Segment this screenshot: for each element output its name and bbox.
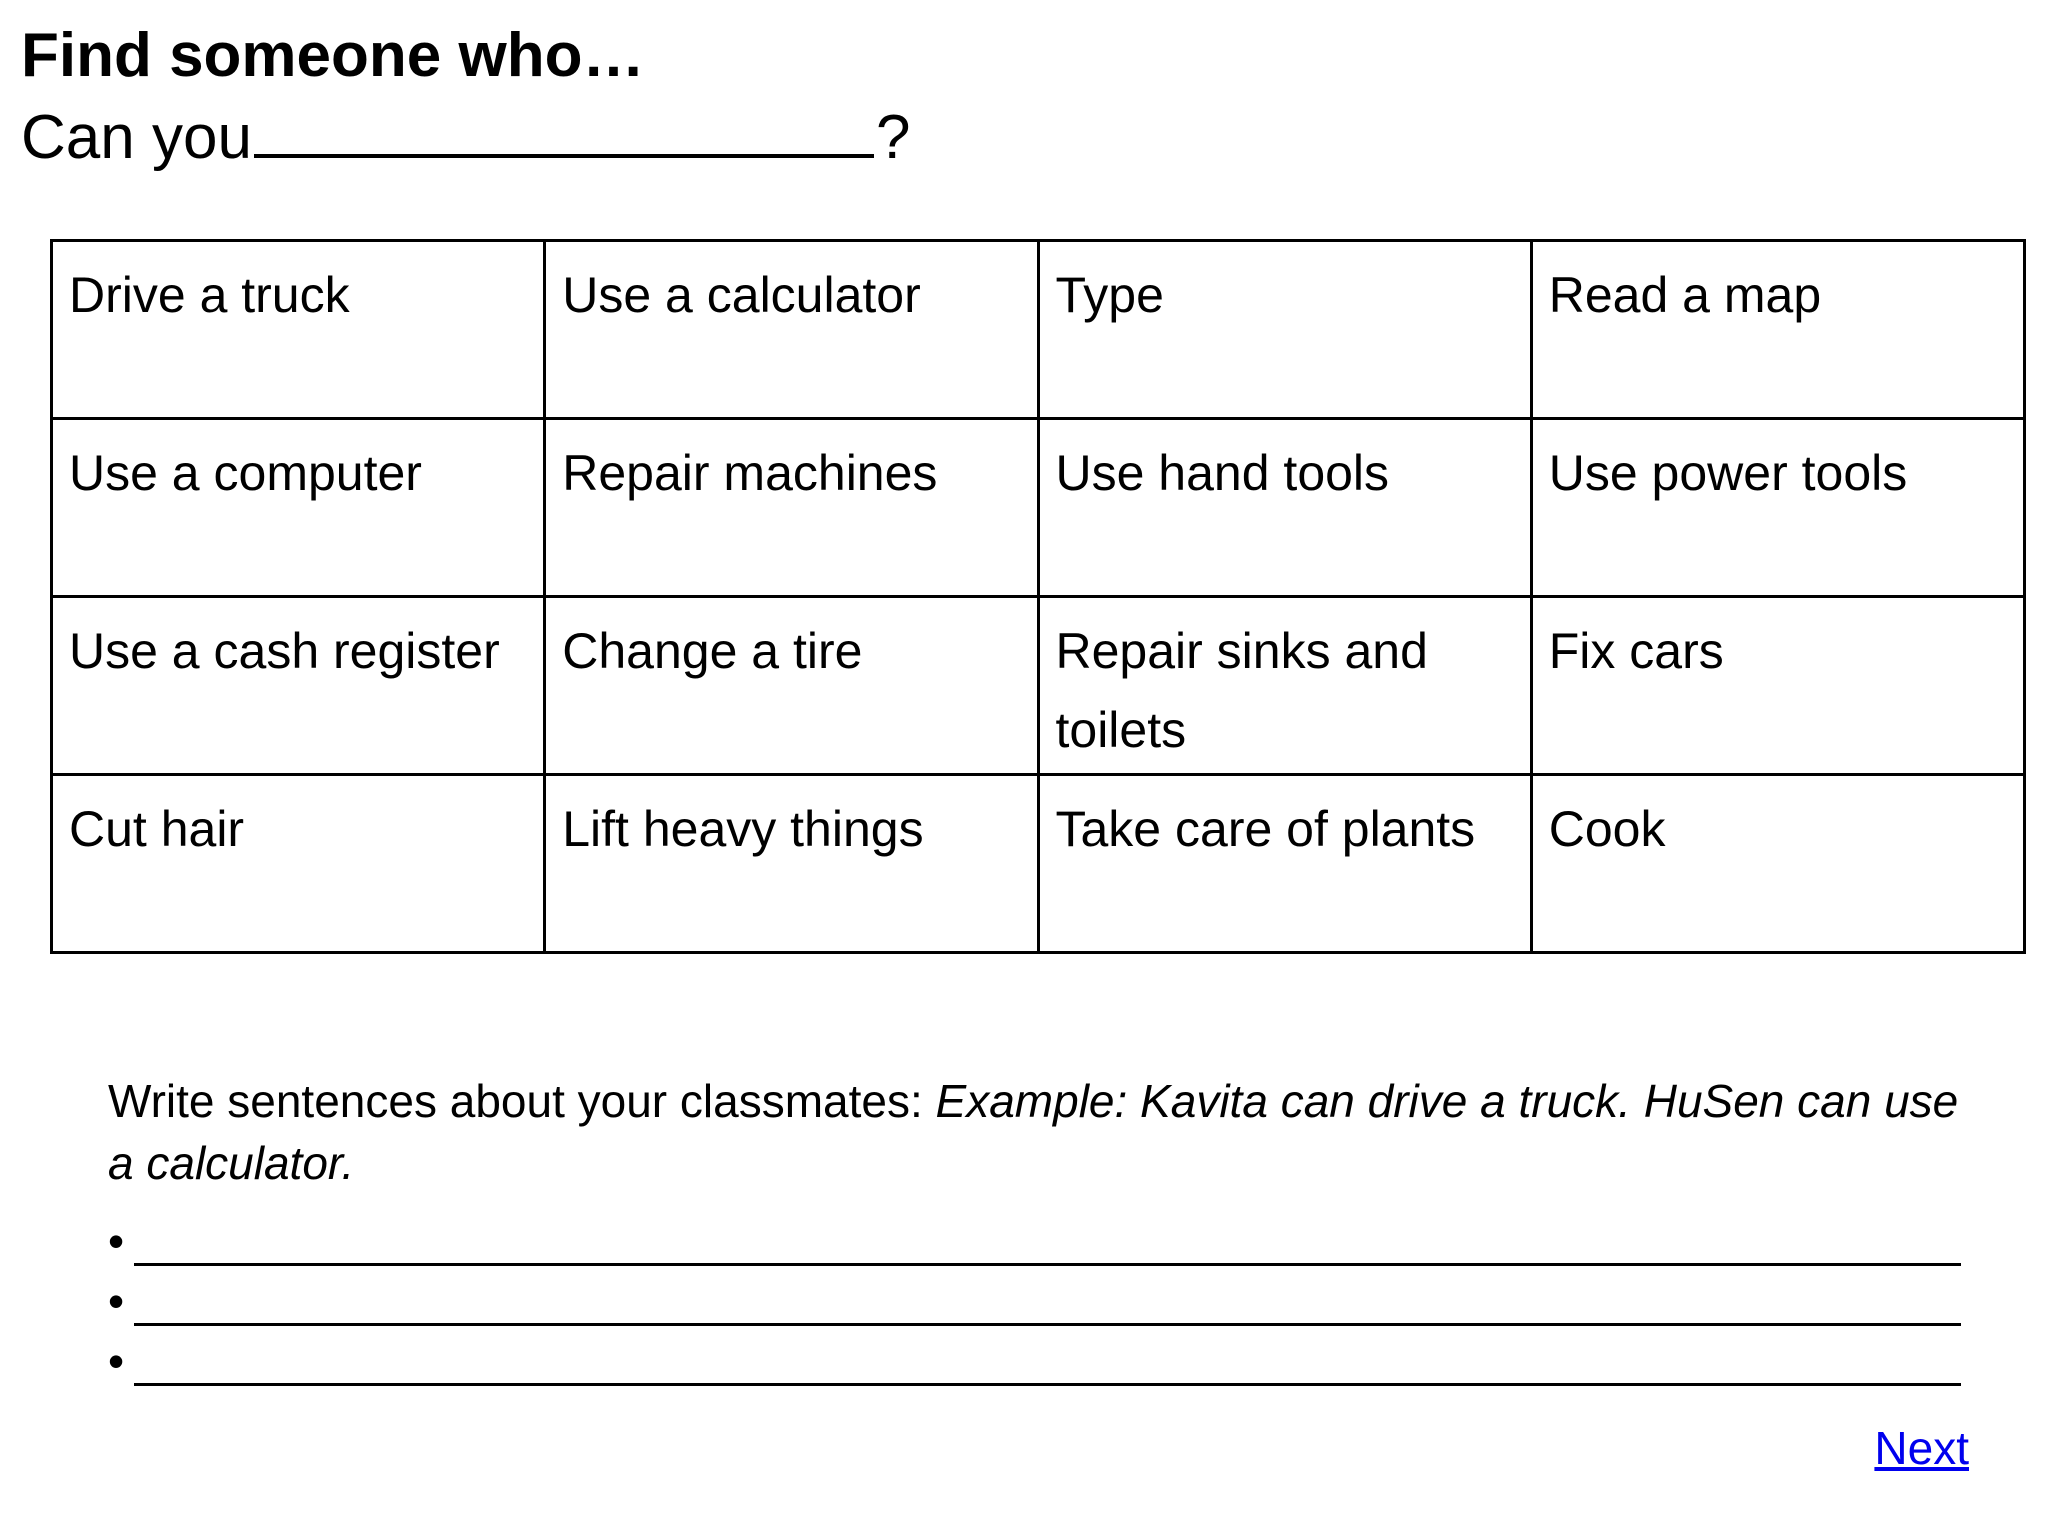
bullet-icon: • — [108, 1275, 125, 1327]
grid-cell: Use a calculator — [545, 241, 1038, 419]
bullet-icon: • — [108, 1335, 125, 1387]
answer-line[interactable] — [108, 1270, 1961, 1332]
prompt-start: Can you — [21, 103, 252, 172]
answer-rule — [134, 1323, 1961, 1326]
page-title: Find someone who… — [21, 21, 645, 90]
grid-cell: Fix cars — [1531, 597, 2024, 775]
grid-row — [52, 241, 2025, 419]
instructions-example: Example: Kavita can drive a truck. HuSen can use a calculator. — [108, 1075, 1959, 1189]
grid-cell: Repair sinks and toilets — [1038, 597, 1531, 775]
prompt-end: ? — [875, 103, 911, 172]
answer-rule — [134, 1263, 1961, 1266]
grid-cell: Use power tools — [1531, 419, 2024, 597]
grid-cell: Take care of plants — [1038, 775, 1531, 953]
grid-cell: Lift heavy things — [545, 775, 1038, 953]
grid-cell: Use a cash register — [52, 597, 545, 775]
grid-cell: Cook — [1531, 775, 2024, 953]
grid-row — [52, 775, 2025, 953]
bullet-icon: • — [108, 1215, 125, 1267]
grid-cell: Cut hair — [52, 775, 545, 953]
grid-cell: Change a tire — [545, 597, 1038, 775]
answer-line[interactable] — [108, 1330, 1961, 1392]
grid-cell: Use hand tools — [1038, 419, 1531, 597]
grid-cell: Read a map — [1531, 241, 2024, 419]
grid-cell: Drive a truck — [52, 241, 545, 419]
prompt-blank — [254, 148, 874, 158]
grid-cell: Use a computer — [52, 419, 545, 597]
grid-row — [52, 419, 2025, 597]
answer-rule — [134, 1383, 1961, 1386]
grid-row — [52, 597, 2025, 775]
instructions — [108, 1070, 1988, 1194]
grid-cell: Repair machines — [545, 419, 1038, 597]
prompt-line — [21, 100, 910, 176]
grid-cell: Type — [1038, 241, 1531, 419]
next-link[interactable]: Next — [1874, 1422, 1969, 1474]
instructions-lead: Write sentences about your classmates: — [108, 1075, 936, 1127]
activity-grid — [50, 239, 2026, 954]
answer-line[interactable] — [108, 1210, 1961, 1272]
